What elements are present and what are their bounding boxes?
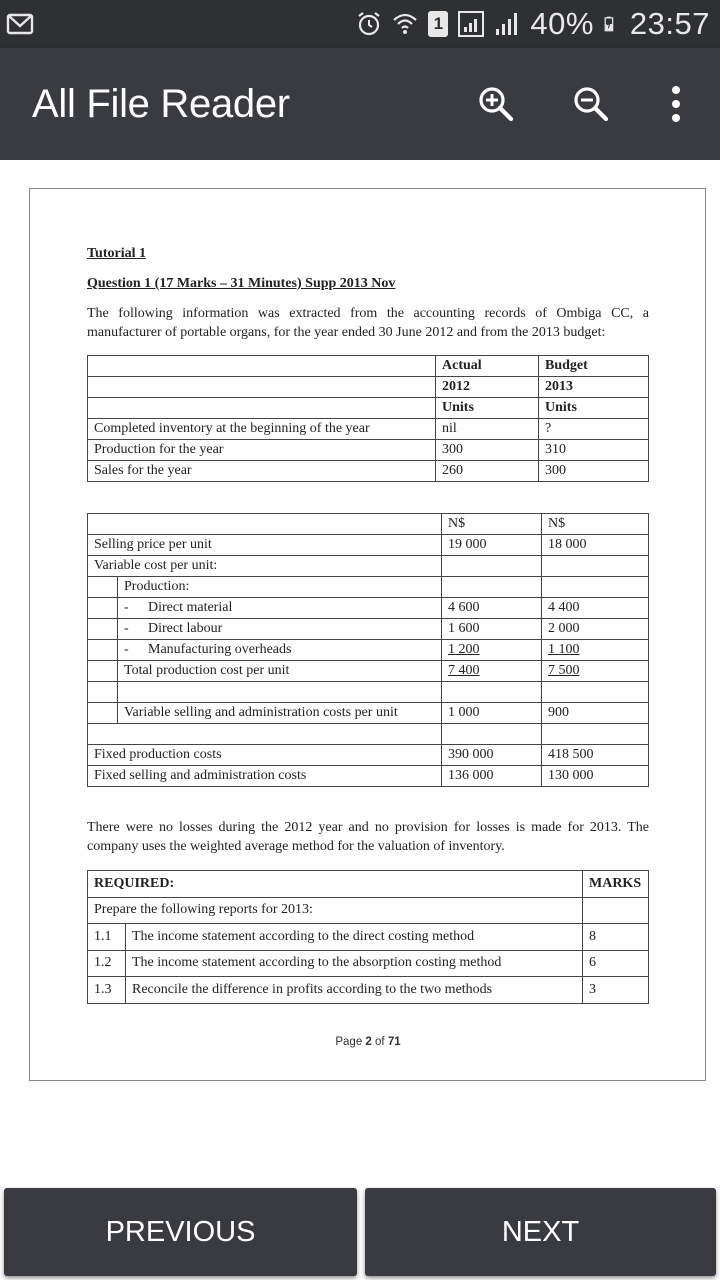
table-row	[88, 924, 649, 951]
table-cell: 1.1	[88, 924, 126, 951]
table-cell	[88, 619, 118, 640]
cell-label: Direct material	[148, 600, 233, 615]
table-cell	[118, 619, 442, 640]
costs-table	[87, 513, 649, 787]
page-current: 2	[365, 1035, 372, 1048]
table-cell: 3	[583, 977, 649, 1004]
sim-icon: 1	[428, 11, 448, 37]
status-bar	[0, 0, 720, 48]
table-cell	[442, 724, 542, 745]
table-cell: 1.2	[88, 950, 126, 977]
table-cell: 130 000	[542, 766, 649, 787]
table-cell	[88, 514, 442, 535]
page-content	[87, 246, 649, 1048]
table-cell: 1.3	[88, 977, 126, 1004]
intro-paragraph: The following information was extracted from the accounting records of Ombiga CC, a manufacturer of portable organs, for the year ended 30 June 2012 and from the 2013 budget:	[87, 306, 649, 340]
table-cell	[118, 640, 442, 661]
table-header: 2013	[539, 377, 649, 398]
table-row	[88, 661, 649, 682]
table-cell: 300	[539, 461, 649, 482]
table-row	[88, 440, 649, 461]
table-cell: nil	[436, 419, 539, 440]
table-cell	[542, 577, 649, 598]
table-cell: 8	[583, 924, 649, 951]
table-cell	[88, 640, 118, 661]
app-title: All File Reader	[32, 82, 290, 126]
bullet-dash: -	[124, 642, 129, 657]
table-cell: Reconcile the difference in profits according to the two methods	[126, 977, 583, 1004]
zoom-in-icon	[476, 84, 516, 124]
table-cell: 4 600	[442, 598, 542, 619]
page-label: Page	[335, 1035, 363, 1048]
table-header: Units	[436, 398, 539, 419]
table-row	[88, 419, 649, 440]
app-bar	[0, 48, 720, 160]
table-cell: Variable cost per unit:	[88, 556, 442, 577]
table-cell: Completed inventory at the beginning of the year	[88, 419, 436, 440]
table-row	[88, 619, 649, 640]
table-cell: Fixed selling and administration costs	[88, 766, 442, 787]
zoom-out-icon	[571, 84, 611, 124]
table-cell: 18 000	[542, 535, 649, 556]
table-cell	[542, 556, 649, 577]
table-header: 2012	[436, 377, 539, 398]
table-cell: The income statement according to the direct costing method	[126, 924, 583, 951]
table-row	[88, 577, 649, 598]
status-icons	[356, 0, 710, 48]
cell-value: 1 100	[548, 642, 580, 657]
table-header: N$	[542, 514, 649, 535]
cell-value: 1 200	[448, 642, 480, 657]
page-number	[87, 1036, 649, 1048]
table-header: Budget	[539, 356, 649, 377]
table-cell: Variable selling and administration costs per unit	[118, 703, 442, 724]
zoom-out-button[interactable]	[565, 78, 617, 130]
table-cell: 310	[539, 440, 649, 461]
document-viewer[interactable]	[0, 160, 720, 1185]
table-cell	[88, 703, 118, 724]
table-cell: ?	[539, 419, 649, 440]
table-header: MARKS	[583, 871, 649, 898]
bullet-dash: -	[124, 621, 129, 636]
table-header: Actual	[436, 356, 539, 377]
table-cell: Sales for the year	[88, 461, 436, 482]
table-cell	[88, 682, 118, 703]
table-cell: 260	[436, 461, 539, 482]
next-button[interactable]: NEXT	[365, 1188, 716, 1276]
cell-label: Direct labour	[148, 621, 223, 636]
table-cell	[583, 897, 649, 924]
cell-value: 7 400	[448, 663, 480, 678]
table-cell: Fixed production costs	[88, 745, 442, 766]
clock: 23:57	[629, 6, 710, 41]
battery-charging-icon	[604, 11, 620, 37]
zoom-in-button[interactable]	[470, 78, 522, 130]
table-row	[88, 703, 649, 724]
table-cell: Production for the year	[88, 440, 436, 461]
table-row	[88, 766, 649, 787]
table-row	[88, 640, 649, 661]
table-row	[88, 682, 649, 703]
table-cell: 136 000	[442, 766, 542, 787]
table-cell: 418 500	[542, 745, 649, 766]
cell-label: Manufacturing overheads	[148, 642, 292, 657]
table-cell: 300	[436, 440, 539, 461]
page-total: 71	[387, 1035, 401, 1048]
table-cell: 6	[583, 950, 649, 977]
wifi-icon	[392, 11, 418, 37]
table-cell	[88, 661, 118, 682]
table-cell: 2 000	[542, 619, 649, 640]
table-cell: Selling price per unit	[88, 535, 442, 556]
table-row	[88, 535, 649, 556]
inventory-paragraph: There were no losses during the 2012 year and no provision for losses is made for 2013. The company uses the weighted average method for the valuation of inventory.	[87, 820, 649, 854]
table-header: N$	[442, 514, 542, 535]
table-cell	[88, 377, 436, 398]
table-cell	[542, 682, 649, 703]
table-row	[88, 398, 649, 419]
alarm-icon	[356, 11, 382, 37]
cell-signal-icon	[494, 11, 520, 37]
table-row	[88, 871, 649, 898]
gmail-notification-icon	[6, 10, 34, 38]
table-row	[88, 556, 649, 577]
table-cell	[88, 356, 436, 377]
table-row	[88, 377, 649, 398]
table-cell	[118, 598, 442, 619]
bullet-dash: -	[124, 600, 129, 615]
tutorial-title: Tutorial 1	[87, 246, 146, 261]
table-cell: 390 000	[442, 745, 542, 766]
table-row	[88, 598, 649, 619]
question-title: Question 1 (17 Marks – 31 Minutes) Supp 2013 Nov	[87, 276, 396, 291]
battery-percent: 40%	[530, 6, 594, 41]
previous-button[interactable]: PREVIOUS	[4, 1188, 357, 1276]
table-cell	[442, 661, 542, 682]
table-cell	[88, 398, 436, 419]
table-cell: Prepare the following reports for 2013:	[88, 897, 583, 924]
table-cell	[88, 577, 118, 598]
page-of: of	[375, 1035, 385, 1048]
table-row	[88, 897, 649, 924]
table-cell: The income statement according to the absorption costing method	[126, 950, 583, 977]
table-cell: 19 000	[442, 535, 542, 556]
table-row	[88, 724, 649, 745]
required-table	[87, 870, 649, 1004]
units-table	[87, 355, 649, 482]
more-vert-icon	[669, 84, 683, 124]
table-row	[88, 745, 649, 766]
table-cell	[118, 682, 442, 703]
table-cell: 1 000	[442, 703, 542, 724]
table-cell: 4 400	[542, 598, 649, 619]
document-page	[29, 188, 706, 1081]
table-cell: Total production cost per unit	[118, 661, 442, 682]
table-cell	[442, 577, 542, 598]
table-row	[88, 950, 649, 977]
table-row	[88, 977, 649, 1004]
signal-box-icon	[458, 11, 484, 37]
table-row	[88, 356, 649, 377]
table-cell: 1 600	[442, 619, 542, 640]
table-cell	[442, 640, 542, 661]
table-row	[88, 514, 649, 535]
table-cell	[542, 640, 649, 661]
table-cell: 900	[542, 703, 649, 724]
table-row	[88, 461, 649, 482]
table-header: Units	[539, 398, 649, 419]
table-cell	[442, 556, 542, 577]
table-cell	[442, 682, 542, 703]
table-cell	[542, 661, 649, 682]
table-cell	[88, 724, 442, 745]
table-cell	[88, 598, 118, 619]
table-cell: Production:	[118, 577, 442, 598]
table-header: REQUIRED:	[88, 871, 583, 898]
table-cell	[542, 724, 649, 745]
overflow-menu-button[interactable]	[650, 78, 702, 130]
cell-value: 7 500	[548, 663, 580, 678]
